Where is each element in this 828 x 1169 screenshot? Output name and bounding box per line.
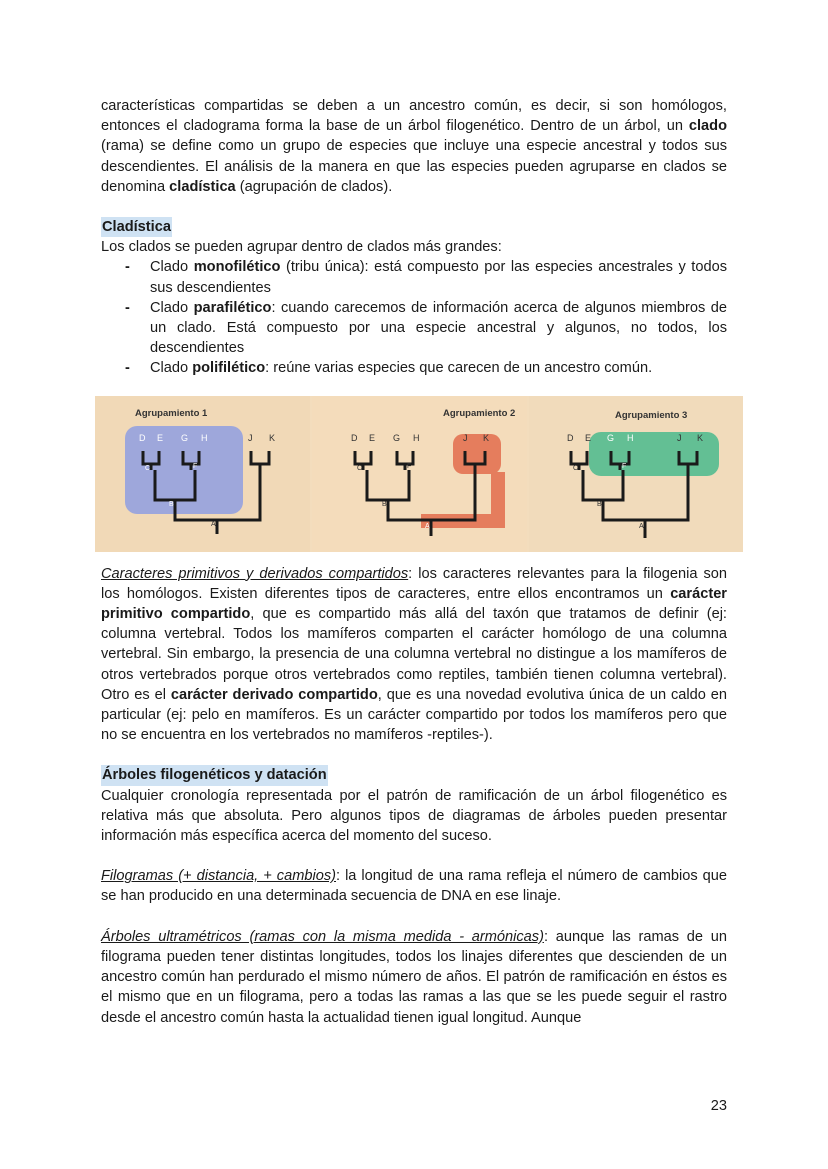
svg-text:G: G bbox=[393, 432, 401, 443]
cladogram-figure bbox=[95, 396, 743, 552]
paragraph-intro: características compartidas se deben a un ancestro común, es decir, si son homólogos, entonces el cladograma forma la base de un árbol filogenético. Dentro de un árbol, un clado (rama) se define como un grupo de especies que incluye una especie ancestral y todos sus descendientes. El análisis de la manera en que las especies pueden agruparse en clados se denomina cladística (agrupación de clados). bbox=[101, 98, 727, 195]
svg-text:A: A bbox=[425, 522, 430, 530]
panel-title: Agrupamiento 3 bbox=[615, 409, 688, 421]
svg-text:C: C bbox=[573, 464, 579, 472]
paraphyletic-highlight-top bbox=[453, 434, 501, 474]
svg-text:F: F bbox=[193, 462, 198, 470]
heading-cladistica: Cladística bbox=[101, 217, 172, 237]
svg-text:H: H bbox=[201, 432, 208, 443]
panel-title: Agrupamiento 2 bbox=[443, 407, 516, 419]
list-item: - Clado parafilético: cuando carecemos de información acerca de algunos miembros de un clado. Está compuesto por una especie ancestral y algunos, no todos, los descendientes bbox=[125, 299, 727, 357]
list-item: - Clado polifilético: reúne varias especies que carecen de un ancestro común. bbox=[125, 360, 653, 377]
svg-text:K: K bbox=[483, 432, 490, 443]
svg-text:E: E bbox=[157, 432, 164, 443]
svg-text:C: C bbox=[357, 464, 363, 472]
svg-text:J: J bbox=[463, 432, 468, 443]
svg-text:D: D bbox=[351, 432, 358, 443]
svg-text:A: A bbox=[211, 520, 216, 528]
svg-text:B: B bbox=[169, 500, 174, 508]
svg-text:C: C bbox=[145, 464, 151, 472]
heading-arboles: Árboles filogenéticos y datación bbox=[101, 765, 328, 785]
svg-text:B: B bbox=[597, 500, 602, 508]
svg-text:E: E bbox=[369, 432, 376, 443]
clado-types-list bbox=[101, 257, 727, 378]
paragraph-filogramas: Filogramas (+ distancia, + cambios): la longitud de una rama refleja el número de cambios que se han producido en una determinada secuencia de DNA en ese linaje. bbox=[101, 868, 728, 905]
svg-text:A: A bbox=[639, 522, 644, 530]
cladogram-svg bbox=[95, 396, 743, 552]
panel-title: Agrupamiento 1 bbox=[135, 407, 208, 419]
document-page bbox=[101, 96, 727, 1028]
svg-text:K: K bbox=[269, 432, 276, 443]
filogramas-title: Filogramas (+ distancia, + cambios) bbox=[101, 868, 336, 885]
paragraph-ultrametricos: Árboles ultramétricos (ramas con la misma medida - armónicas): aunque las ramas de un filograma pueden tener distintas longitudes, todos los linajes diferentes que descienden de un ancestro común han perdurado el mismo número de años. El patrón de ramificación en éstos es el mismo que en un filograma, pero a todas las ramas a las que se les puede seguir el rastro desde el ancestro común hasta la actualidad tienen igual longitud. Aunque bbox=[101, 928, 727, 1026]
svg-text:F: F bbox=[407, 462, 412, 470]
paragraph-caracteres: Caracteres primitivos y derivados compartidos: los caracteres relevantes para la filogenia son los homólogos. Existen diferentes tipos de caracteres, entre ellos encontramos un carácter primitivo compartido, que es compartido más allá del taxón que tratamos de definir (ej: columna vertebral. Todos los mamíferos comparten el carácter homólogo de una columna vertebral. Sin embargo, la presencia de una columna vertebral no distingue a los mamíferos de otros vertebrados porque otros vertebrados como reptiles, también tienen columna vertebral). Otro es el carácter derivado compartido, que es una novedad evolutiva única de un caldo en particular (ej: pelo en mamíferos. Es un carácter compartido por todos los mamíferos pero que no se encuentra en los vertebrados no mamíferos -reptiles-). bbox=[101, 565, 727, 744]
list-item: - Clado monofilético (tribu única): está compuesto por las especies ancestrales y todos sus descendientes bbox=[125, 259, 727, 296]
term-cladistica: cladística bbox=[169, 178, 236, 195]
svg-text:E: E bbox=[585, 432, 592, 443]
svg-text:B: B bbox=[382, 500, 387, 508]
svg-text:K: K bbox=[697, 432, 704, 443]
svg-text:D: D bbox=[567, 432, 574, 443]
svg-text:H: H bbox=[413, 432, 420, 443]
cladistica-intro: Los clados se pueden agrupar dentro de clados más grandes: bbox=[101, 239, 502, 256]
svg-text:J: J bbox=[248, 432, 253, 443]
svg-text:D: D bbox=[139, 432, 146, 443]
svg-text:G: G bbox=[181, 432, 189, 443]
ultrametricos-title: Árboles ultramétricos (ramas con la misma medida - armónicas) bbox=[101, 928, 544, 945]
term-clado: clado bbox=[688, 118, 727, 135]
svg-text:G: G bbox=[607, 432, 615, 443]
page-number: 23 bbox=[710, 1098, 727, 1114]
svg-text:F: F bbox=[622, 462, 627, 470]
paragraph-arboles: Cualquier cronología representada por el patrón de ramificación de un árbol filogenético es relativa más que absoluta. Pero algunos tipos de diagramas de árboles pueden presentar información más específica acerca del momento del suceso. bbox=[101, 787, 727, 845]
svg-text:J: J bbox=[677, 432, 682, 443]
svg-text:H: H bbox=[627, 432, 634, 443]
caracteres-title: Caracteres primitivos y derivados compartidos bbox=[101, 565, 409, 582]
